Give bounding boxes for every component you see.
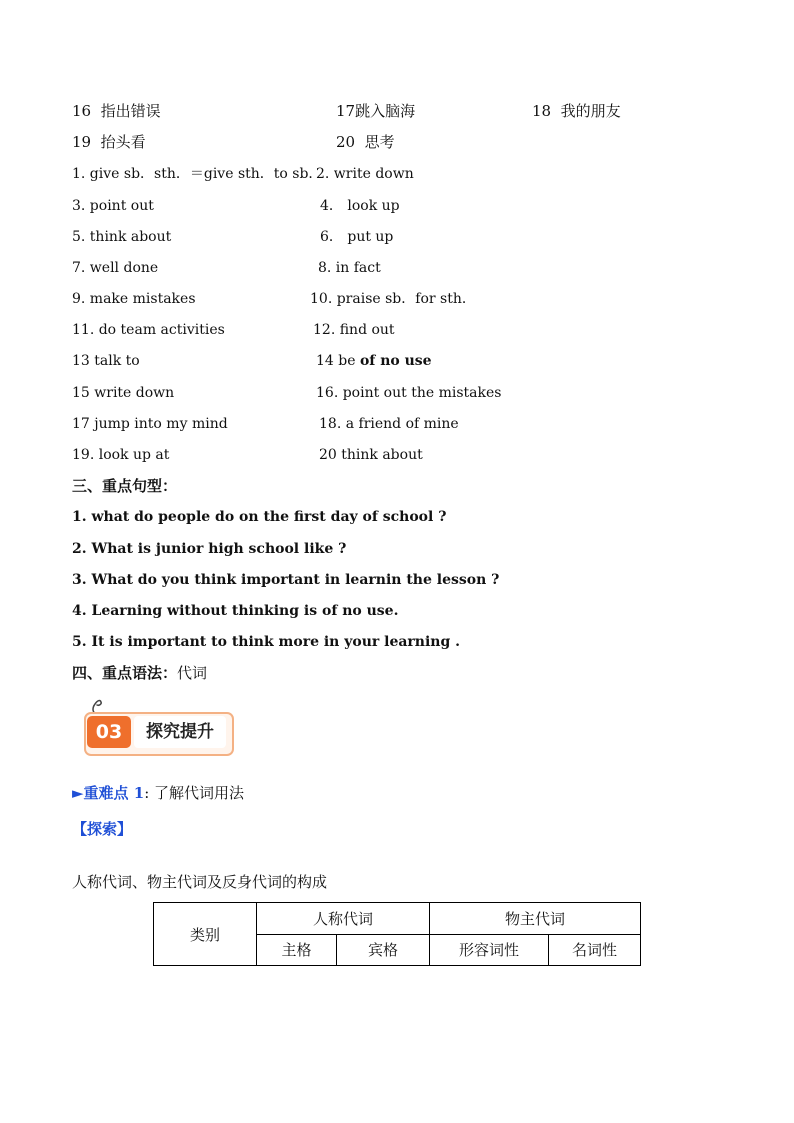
phrase-en-4: 4． look up bbox=[320, 198, 400, 214]
table-sub-subject: 主格 bbox=[257, 934, 337, 966]
table-sub-object: 宾格 bbox=[337, 934, 430, 966]
phrase-en-19: 19. look up at bbox=[72, 447, 170, 463]
phrase-en-15: 15 write down bbox=[72, 385, 175, 401]
table-sub-adjective: 形容词性 bbox=[430, 934, 549, 966]
phrase-en-20: 20 think about bbox=[319, 447, 423, 463]
phrase-en-14: 14 be of no use bbox=[316, 353, 432, 369]
phrase-en-16: 16. point out the mistakes bbox=[316, 385, 502, 401]
phrase-en-17: 17 jump into my mind bbox=[72, 416, 228, 432]
pronoun-table bbox=[153, 902, 641, 966]
sentence-3: 3. What do you think important in learnin the lesson ? bbox=[72, 572, 500, 588]
table-header-possessive: 物主代词 bbox=[430, 903, 641, 935]
key-point: ►重难点 1: 了解代词用法 bbox=[72, 784, 245, 802]
phrase-cn-16: 16 指出错误 bbox=[72, 102, 161, 120]
explore-label: 【探索】 bbox=[72, 820, 133, 838]
phrase-en-9: 9. make mistakes bbox=[72, 291, 196, 307]
phrase-en-3: 3. point out bbox=[72, 198, 154, 214]
table-caption: 人称代词、物主代词及反身代词的构成 bbox=[72, 873, 328, 891]
phrase-en-11: 11. do team activities bbox=[72, 322, 225, 338]
phrase-en-10: 10. praise sb．for sth． bbox=[310, 291, 476, 307]
phrase-cn-17: 17跳入脑海 bbox=[336, 102, 416, 120]
section-4-title: 四、重点语法：代词 bbox=[72, 664, 208, 682]
phrase-en-8: 8. in fact bbox=[318, 260, 381, 276]
phrase-en-7: 7. well done bbox=[72, 260, 159, 276]
table-header-category: 类别 bbox=[154, 903, 257, 966]
badge-number: 03 bbox=[87, 716, 131, 748]
phrase-cn-20: 20 思考 bbox=[336, 133, 395, 151]
sentence-5: 5. It is important to think more in your learning . bbox=[72, 634, 461, 650]
badge-label: 探究提升 bbox=[134, 716, 226, 748]
section-3-title: 三、重点句型： bbox=[72, 477, 178, 495]
table-sub-noun: 名词性 bbox=[549, 934, 641, 966]
phrase-en-6: 6． put up bbox=[320, 229, 394, 245]
phrase-en-12: 12. find out bbox=[313, 322, 395, 338]
phrase-en-18: 18. a friend of mine bbox=[319, 416, 459, 432]
sentence-1: 1. what do people do on the first day of school ? bbox=[72, 509, 447, 525]
phrase-en-13: 13 talk to bbox=[72, 353, 140, 369]
sentence-4: 4. Learning without thinking is of no use. bbox=[72, 603, 399, 619]
phrase-en-2: 2. write down bbox=[316, 166, 414, 182]
table-header-personal: 人称代词 bbox=[257, 903, 430, 935]
phrase-en-1: 1. give sb．sth．＝give sth．to sb． bbox=[72, 166, 323, 182]
phrase-cn-19: 19 抬头看 bbox=[72, 133, 146, 151]
section-badge bbox=[84, 710, 232, 754]
phrase-cn-18: 18 我的朋友 bbox=[532, 102, 621, 120]
phrase-en-5: 5. think about bbox=[72, 229, 172, 245]
sentence-2: 2. What is junior high school like ? bbox=[72, 541, 347, 557]
triangle-marker-icon: ► bbox=[72, 784, 84, 802]
